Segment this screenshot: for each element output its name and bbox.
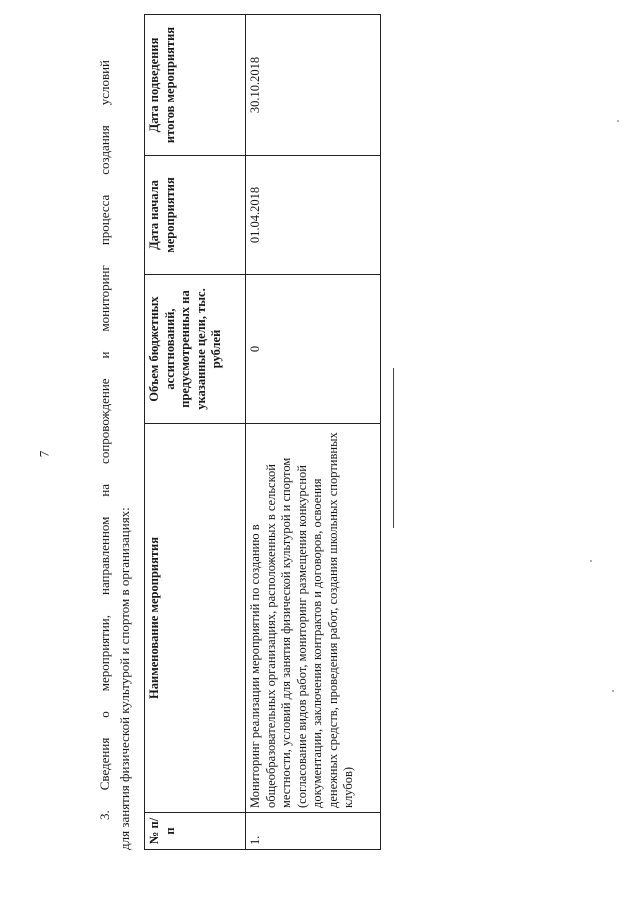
intro-line-1: 3. Сведения о мероприятии, направленном на сопровождение и мониторинг процесса создания условий	[97, 60, 112, 820]
events-table	[144, 14, 381, 850]
header-num: № п/п	[145, 813, 246, 850]
scan-speck	[612, 690, 614, 692]
header-name: Наименование мероприятия	[145, 424, 246, 813]
intro-line-2: для занятия физической культурой и спортом в организациях:	[117, 507, 132, 850]
scan-speck	[590, 560, 592, 562]
signature-line	[393, 368, 394, 528]
cell-name: Мониторинг реализации мероприятий по созданию в общеобразовательных организациях, расположенных в сельской местности, условий для занятия физической культурой и спортом (согласование видов работ, мониторинг размещения конкурсной документации, заключения контрактов и договоров, освоения денежных средств, проведения работ, создания школьных спортивных клубов)	[246, 424, 381, 813]
cell-start-date: 01.04.2018	[246, 156, 381, 275]
header-volume: Объем бюджетных ассигнований, предусмотренных на указанные цели, тыс. рублей	[145, 275, 246, 424]
header-start-date: Дата начала мероприятия	[145, 156, 246, 275]
section-intro	[95, 60, 135, 850]
table-header-row	[145, 15, 246, 850]
table-row	[246, 15, 381, 850]
cell-end-date: 30.10.2018	[246, 15, 381, 156]
rotated-content	[95, 26, 375, 850]
scan-speck	[617, 120, 619, 122]
cell-num: 1.	[246, 813, 381, 850]
header-end-date: Дата подведения итогов мероприятия	[145, 15, 246, 156]
page-number: 7	[36, 450, 52, 458]
cell-volume: 0	[246, 275, 381, 424]
